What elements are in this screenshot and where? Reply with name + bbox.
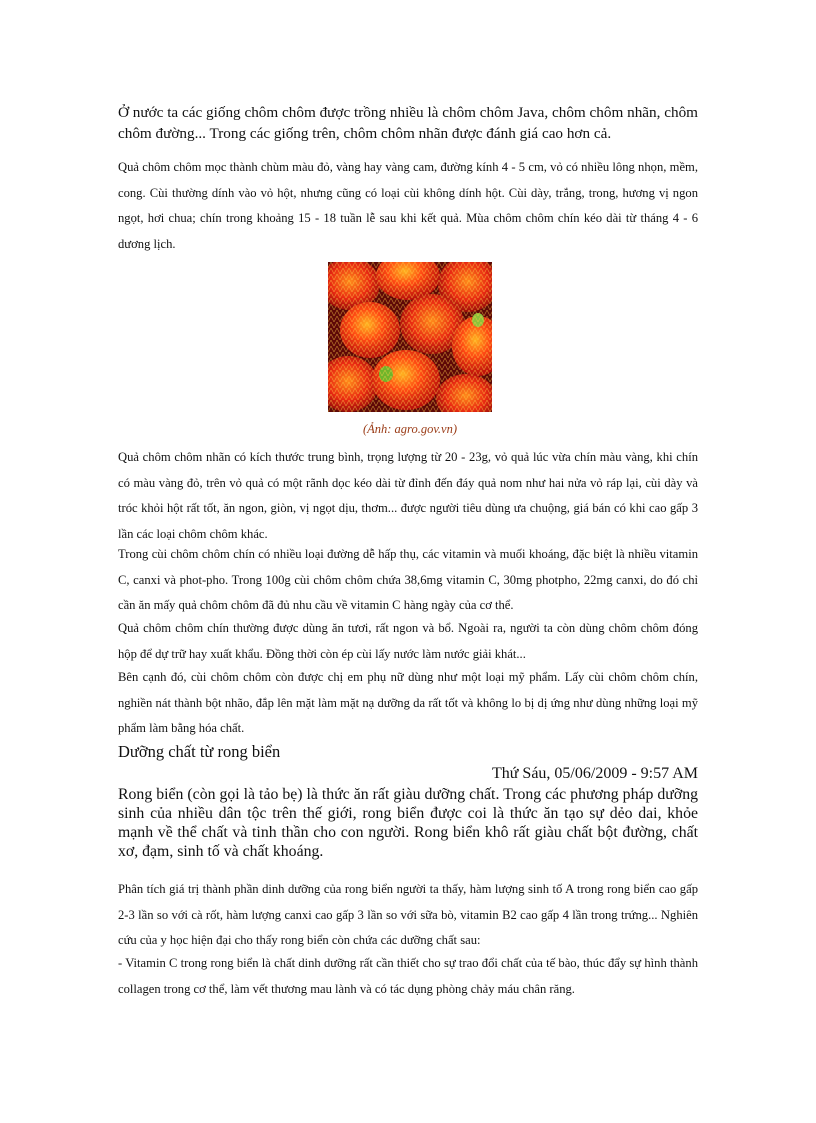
seaweed-analysis-paragraph: Phân tích giá trị thành phần dinh dưỡng của rong biển người ta thấy, hàm lượng sinh tố A trong rong biển cao gấp 2-3 lần so với cà rốt, hàm lượng canxi cao gấp 3 lần so với sữa bò, vitamin B2 cao gấp 4 lần trong trứng... Nghiên cứu của y học hiện đại cho thấy rong biển còn chứa các dưỡng chất sau: xyxy=(118,882,698,947)
rambutan-illustration xyxy=(328,262,492,412)
intro-paragraph: Ở nước ta các giống chôm chôm được trồng nhiều là chôm chôm Java, chôm chôm nhãn, chôm chôm đường... Trong các giống trên, chôm chôm nhãn được đánh giá cao hơn cả. xyxy=(118,104,698,142)
section-date: Thứ Sáu, 05/06/2009 - 9:57 AM xyxy=(491,765,698,782)
seaweed-vitamin-c-paragraph: - Vitamin C trong rong biển là chất dinh dưỡng rất cần thiết cho sự trao đổi chất của tế bào, thúc đẩy sự hình thành collagen trong cơ thể, làm vết thương mau lành và có tác dụng phòng chảy máu chân răng. xyxy=(118,956,698,996)
cosmetic-paragraph: Bên cạnh đó, cùi chôm chôm còn được chị em phụ nữ dùng như một loại mỹ phẩm. Lấy cùi chôm chôm chín, nghiền nát thành bột nhão, đắp lên mặt làm mặt nạ dưỡng da rất tốt và không lo bị dị ứng như dùng những loại mỹ phẩm làm bằng hóa chất. xyxy=(118,670,698,735)
section-heading: Dưỡng chất từ rong biển xyxy=(118,742,281,761)
photo-caption: (Ảnh: agro.gov.vn) xyxy=(362,422,458,436)
rambutan-description-paragraph: Quả chôm chôm mọc thành chùm màu đỏ, vàng hay vàng cam, đường kính 4 - 5 cm, vỏ có nhiều lông nhọn, mềm, cong. Cùi thường dính vào vỏ hột, nhưng cũng có loại cùi không dính hột. Cùi dày, trắng, trong, hương vị ngon ngọt, hơi chua; chín trong khoảng 15 - 18 tuần lễ sau khi kết quả. Mùa chôm chôm chín kéo dài từ tháng 4 - 6 dương lịch. xyxy=(118,160,698,251)
rambutan-nhan-paragraph: Quả chôm chôm nhãn có kích thước trung bình, trọng lượng từ 20 - 23g, vỏ quả lúc vừa chín màu vàng, khi chín có màu vàng đỏ, trên vỏ quả có một rãnh dọc kéo dài từ đỉnh đến đáy quả nom như hai nửa vỏ ráp lại, cùi dày và tróc khỏi hột rất tốt, ăn ngon, giòn, vị ngọt dịu, thơm... được người tiêu dùng ưa chuộng, giá bán có khi cao gấp 3 lần các loại chôm chôm khác. xyxy=(118,450,698,541)
seaweed-lead-paragraph: Rong biển (còn gọi là tảo bẹ) là thức ăn rất giàu dưỡng chất. Trong các phương pháp dưỡng sinh của nhiều dân tộc trên thế giới, rong biển được coi là thức ăn tạo sự dẻo dai, khỏe mạnh về thể chất và tinh thần cho con người. Rong biển khô rất giàu chất bột đường, chất xơ, đạm, sinh tố và chất khoáng. xyxy=(118,786,698,860)
rambutan-photo xyxy=(328,262,492,412)
nutrition-paragraph: Trong cùi chôm chôm chín có nhiều loại đường dễ hấp thụ, các vitamin và muối khoáng, đặc biệt là nhiều vitamin C, canxi và phot-pho. Trong 100g cùi chôm chôm chứa 38,6mg vitamin C, 30mg photpho, 22mg canxi, do đó chỉ cần ăn mấy quả chôm chôm đã đủ nhu cầu về vitamin C hàng ngày của cơ thể. xyxy=(118,547,698,612)
usage-paragraph: Quả chôm chôm chín thường được dùng ăn tươi, rất ngon và bổ. Ngoài ra, người ta còn dùng chôm chôm đóng hộp để dự trữ hay xuất khẩu. Đồng thời còn ép cùi lấy nước làm nước giải khát... xyxy=(118,621,698,661)
